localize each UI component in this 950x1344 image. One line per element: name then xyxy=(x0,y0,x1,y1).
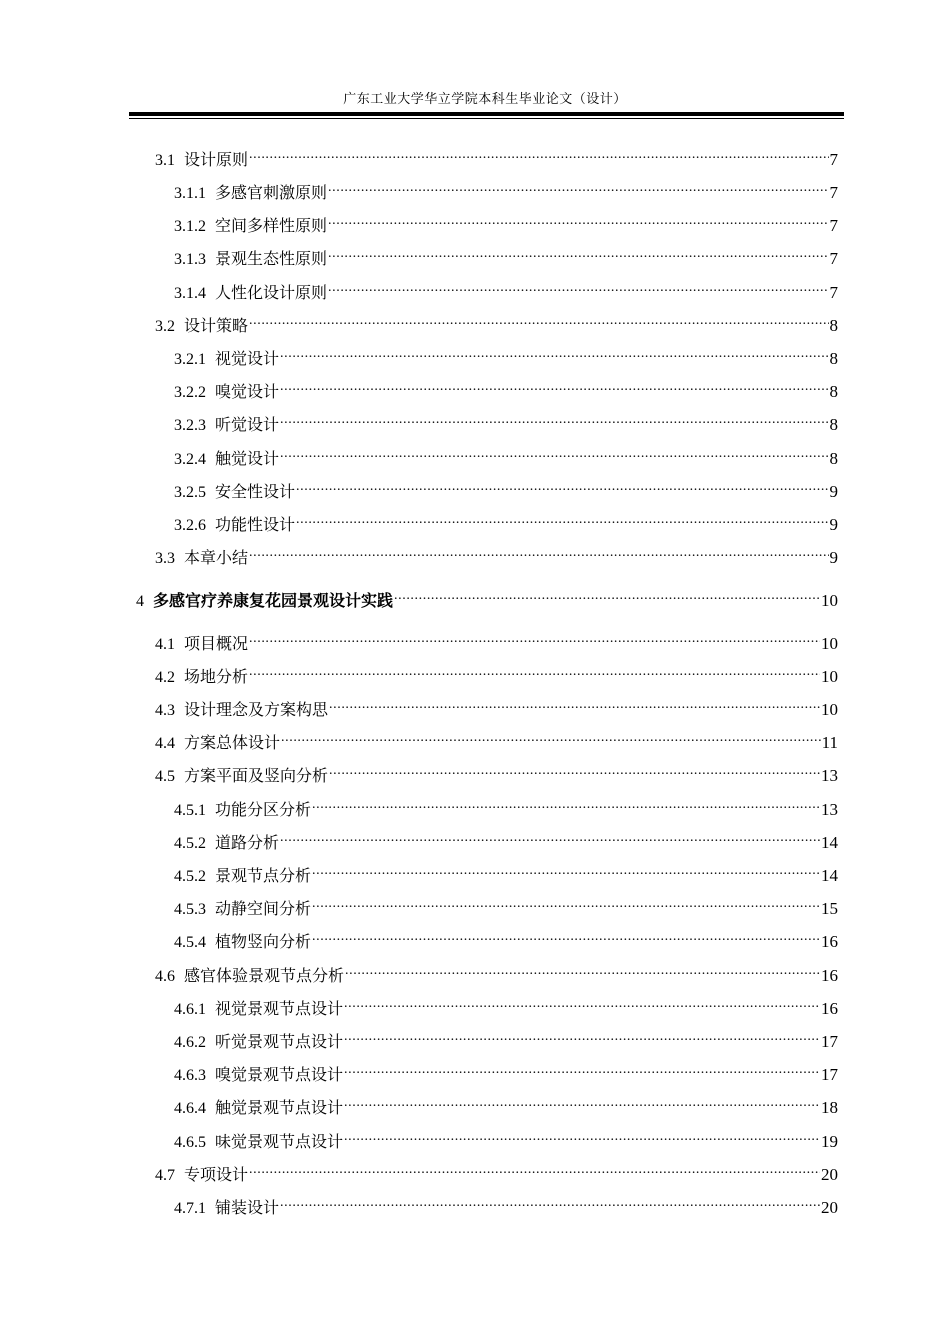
toc-entry-title: 人性化设计原则 xyxy=(215,283,328,302)
toc-leader-dots xyxy=(280,373,828,397)
toc-entry-title: 多感官疗养康复花园景观设计实践 xyxy=(153,591,394,610)
toc-entry-page: 7 xyxy=(829,216,838,235)
toc-leader-dots xyxy=(281,724,821,748)
toc-entry-number: 4.7 xyxy=(155,1167,175,1184)
toc-entry-page: 9 xyxy=(829,482,838,501)
toc-subsection[interactable] xyxy=(174,340,838,368)
toc-entry-page: 8 xyxy=(829,415,838,434)
header-rule-thick xyxy=(129,112,844,116)
page-header-title: 广东工业大学华立学院本科生毕业论文（设计） xyxy=(343,92,627,107)
toc-entry-page: 8 xyxy=(829,382,838,401)
toc-subsection[interactable] xyxy=(174,791,838,819)
toc-entry-number: 4.6.1 xyxy=(174,1001,206,1018)
toc-entry-page: 11 xyxy=(821,733,838,752)
toc-entry-title: 专项设计 xyxy=(184,1165,249,1184)
toc-leader-dots xyxy=(329,691,820,715)
toc-section[interactable] xyxy=(155,757,838,785)
toc-leader-dots xyxy=(249,1156,820,1180)
toc-leader-dots xyxy=(344,1123,820,1147)
toc-entry-page: 16 xyxy=(821,999,838,1018)
toc-leader-dots xyxy=(296,506,828,530)
toc-leader-dots xyxy=(312,890,820,914)
toc-entry-number: 4.6.4 xyxy=(174,1100,206,1117)
toc-entry-title: 功能分区分析 xyxy=(215,800,312,819)
toc-entry-title: 景观节点分析 xyxy=(215,866,312,885)
toc-entry-title: 触觉设计 xyxy=(215,449,280,468)
toc-entry-page: 17 xyxy=(821,1065,838,1084)
toc-leader-dots xyxy=(280,1189,820,1213)
toc-entry-page: 10 xyxy=(821,700,838,719)
toc-entry-page: 8 xyxy=(829,449,838,468)
toc-entry-number: 3.1.4 xyxy=(174,285,206,302)
toc-entry-number: 3.2.6 xyxy=(174,517,206,534)
toc-entry-title: 铺装设计 xyxy=(215,1198,280,1217)
toc-leader-dots xyxy=(280,824,820,848)
toc-entry-title: 方案总体设计 xyxy=(184,733,281,752)
toc-entry-title: 设计理念及方案构思 xyxy=(184,700,329,719)
toc-section[interactable] xyxy=(155,658,838,686)
toc-entry-number: 4.2 xyxy=(155,669,175,686)
toc-entry-number: 3.1.3 xyxy=(174,251,206,268)
toc-leader-dots xyxy=(280,406,828,430)
toc-entry-number: 4.5.3 xyxy=(174,901,206,918)
toc-entry-title: 设计策略 xyxy=(184,316,249,335)
toc-entry-page: 9 xyxy=(829,548,838,567)
toc-leader-dots xyxy=(328,207,828,231)
toc-entry-title: 功能性设计 xyxy=(215,515,296,534)
toc-subsection[interactable] xyxy=(174,1023,838,1051)
toc-entry-number: 3.2.1 xyxy=(174,351,206,368)
toc-subsection[interactable] xyxy=(174,174,838,202)
toc-entry-page: 16 xyxy=(821,966,838,985)
toc-entry-title: 听觉设计 xyxy=(215,415,280,434)
toc-leader-dots xyxy=(344,1056,820,1080)
toc-entry-title: 感官体验景观节点分析 xyxy=(184,966,345,985)
toc-entry-page: 10 xyxy=(821,667,838,686)
toc-entry-number: 3.2.3 xyxy=(174,417,206,434)
toc-entry-title: 景观生态性原则 xyxy=(215,249,328,268)
toc-entry-page: 18 xyxy=(821,1098,838,1117)
toc-entry-page: 15 xyxy=(821,899,838,918)
toc-entry-title: 嗅觉景观节点设计 xyxy=(215,1065,344,1084)
toc-leader-dots xyxy=(312,791,820,815)
toc-subsection[interactable] xyxy=(174,373,838,401)
toc-leader-dots xyxy=(280,440,828,464)
toc-entry-page: 13 xyxy=(821,800,838,819)
toc-entry-number: 4.5.1 xyxy=(174,802,206,819)
toc-entry-title: 视觉设计 xyxy=(215,349,280,368)
toc-entry-page: 8 xyxy=(829,316,838,335)
toc-entry-title: 场地分析 xyxy=(184,667,249,686)
toc-subsection[interactable] xyxy=(174,406,838,434)
toc-entry-title: 触觉景观节点设计 xyxy=(215,1098,344,1117)
toc-leader-dots xyxy=(328,274,828,298)
toc-entry-number: 4.5.2 xyxy=(174,868,206,885)
toc-section[interactable] xyxy=(155,307,838,335)
toc-entry-number: 4.1 xyxy=(155,636,175,653)
toc-entry-number: 3.1.1 xyxy=(174,185,206,202)
toc-entry-page: 7 xyxy=(829,249,838,268)
toc-entry-title: 听觉景观节点设计 xyxy=(215,1032,344,1051)
toc-entry-title: 项目概况 xyxy=(184,634,249,653)
toc-leader-dots xyxy=(249,307,828,331)
toc-entry-number: 3.3 xyxy=(155,550,175,567)
toc-subsection[interactable] xyxy=(174,1089,838,1117)
toc-subsection[interactable] xyxy=(174,923,838,951)
toc-entry-number: 4.6 xyxy=(155,968,175,985)
toc-entry-page: 14 xyxy=(821,833,838,852)
toc-entry-number: 3.1.2 xyxy=(174,218,206,235)
toc-leader-dots xyxy=(328,174,828,198)
toc-entry-number: 4.3 xyxy=(155,702,175,719)
toc-entry-title: 本章小结 xyxy=(184,548,249,567)
toc-entry-page: 7 xyxy=(829,150,838,169)
toc-section[interactable] xyxy=(155,724,838,752)
toc-entry-page: 19 xyxy=(821,1132,838,1151)
toc-entry-page: 10 xyxy=(821,591,838,610)
toc-leader-dots xyxy=(344,1089,820,1113)
toc-entry-number: 4.5 xyxy=(155,768,175,785)
toc-subsection[interactable] xyxy=(174,274,838,302)
toc-subsection[interactable] xyxy=(174,473,838,501)
toc-leader-dots xyxy=(249,539,828,563)
header-rule-thin xyxy=(129,118,844,119)
toc-entry-number: 4.7.1 xyxy=(174,1200,206,1217)
toc-subsection[interactable] xyxy=(174,207,838,235)
toc-entry-page: 8 xyxy=(829,349,838,368)
toc-leader-dots xyxy=(249,141,828,165)
toc-subsection[interactable] xyxy=(174,1189,838,1217)
toc-subsection[interactable] xyxy=(174,824,838,852)
toc-entry-number: 3.1 xyxy=(155,152,175,169)
toc-subsection[interactable] xyxy=(174,890,838,918)
toc-section[interactable] xyxy=(155,1156,838,1184)
toc-subsection[interactable] xyxy=(174,440,838,468)
toc-subsection[interactable] xyxy=(174,1123,838,1151)
toc-entry-page: 17 xyxy=(821,1032,838,1051)
toc-entry-number: 3.2 xyxy=(155,318,175,335)
toc-entry-page: 20 xyxy=(821,1198,838,1217)
toc-section[interactable] xyxy=(155,957,838,985)
toc-entry-title: 设计原则 xyxy=(184,150,249,169)
toc-entry-page: 16 xyxy=(821,932,838,951)
toc-entry-title: 植物竖向分析 xyxy=(215,932,312,951)
toc-entry-title: 安全性设计 xyxy=(215,482,296,501)
toc-subsection[interactable] xyxy=(174,857,838,885)
toc-leader-dots xyxy=(249,625,820,649)
toc-entry-number: 4.6.2 xyxy=(174,1034,206,1051)
toc-entry-number: 4.6.5 xyxy=(174,1134,206,1151)
toc-entry-title: 味觉景观节点设计 xyxy=(215,1132,344,1151)
toc-entry-page: 7 xyxy=(829,183,838,202)
toc-entry-title: 动静空间分析 xyxy=(215,899,312,918)
toc-entry-page: 7 xyxy=(829,283,838,302)
toc-section[interactable] xyxy=(155,141,838,169)
toc-entry-number: 4 xyxy=(136,593,144,610)
toc-entry-title: 多感官刺激原则 xyxy=(215,183,328,202)
toc-entry-page: 10 xyxy=(821,634,838,653)
toc-subsection[interactable] xyxy=(174,506,838,534)
toc-entry-title: 空间多样性原则 xyxy=(215,216,328,235)
toc-subsection[interactable] xyxy=(174,1056,838,1084)
toc-entry-number: 3.2.4 xyxy=(174,451,206,468)
toc-entry-number: 4.5.4 xyxy=(174,934,206,951)
toc-entry-title: 嗅觉设计 xyxy=(215,382,280,401)
toc-entry-number: 3.2.5 xyxy=(174,484,206,501)
toc-entry-page: 20 xyxy=(821,1165,838,1184)
toc-entry-page: 13 xyxy=(821,766,838,785)
toc-subsection[interactable] xyxy=(174,240,838,268)
toc-entry-title: 道路分析 xyxy=(215,833,280,852)
toc-leader-dots xyxy=(329,757,820,781)
toc-leader-dots xyxy=(345,957,820,981)
toc-leader-dots xyxy=(249,658,820,682)
toc-section[interactable] xyxy=(155,625,838,653)
toc-entry-title: 方案平面及竖向分析 xyxy=(184,766,329,785)
toc-leader-dots xyxy=(280,340,828,364)
toc-leader-dots xyxy=(394,582,820,606)
toc-leader-dots xyxy=(344,990,820,1014)
toc-leader-dots xyxy=(296,473,828,497)
toc-section[interactable] xyxy=(155,539,838,567)
toc-entry-title: 视觉景观节点设计 xyxy=(215,999,344,1018)
toc-entry-number: 4.5.2 xyxy=(174,835,206,852)
toc-leader-dots xyxy=(312,857,820,881)
toc-entry-page: 9 xyxy=(829,515,838,534)
toc-section[interactable] xyxy=(155,691,838,719)
toc-entry-number: 3.2.2 xyxy=(174,384,206,401)
toc-entry-page: 14 xyxy=(821,866,838,885)
toc-entry-number: 4.6.3 xyxy=(174,1067,206,1084)
toc-leader-dots xyxy=(328,240,828,264)
toc-subsection[interactable] xyxy=(174,990,838,1018)
toc-leader-dots xyxy=(344,1023,820,1047)
toc-entry-number: 4.4 xyxy=(155,735,175,752)
toc-chapter[interactable] xyxy=(136,582,838,610)
toc-leader-dots xyxy=(312,923,820,947)
